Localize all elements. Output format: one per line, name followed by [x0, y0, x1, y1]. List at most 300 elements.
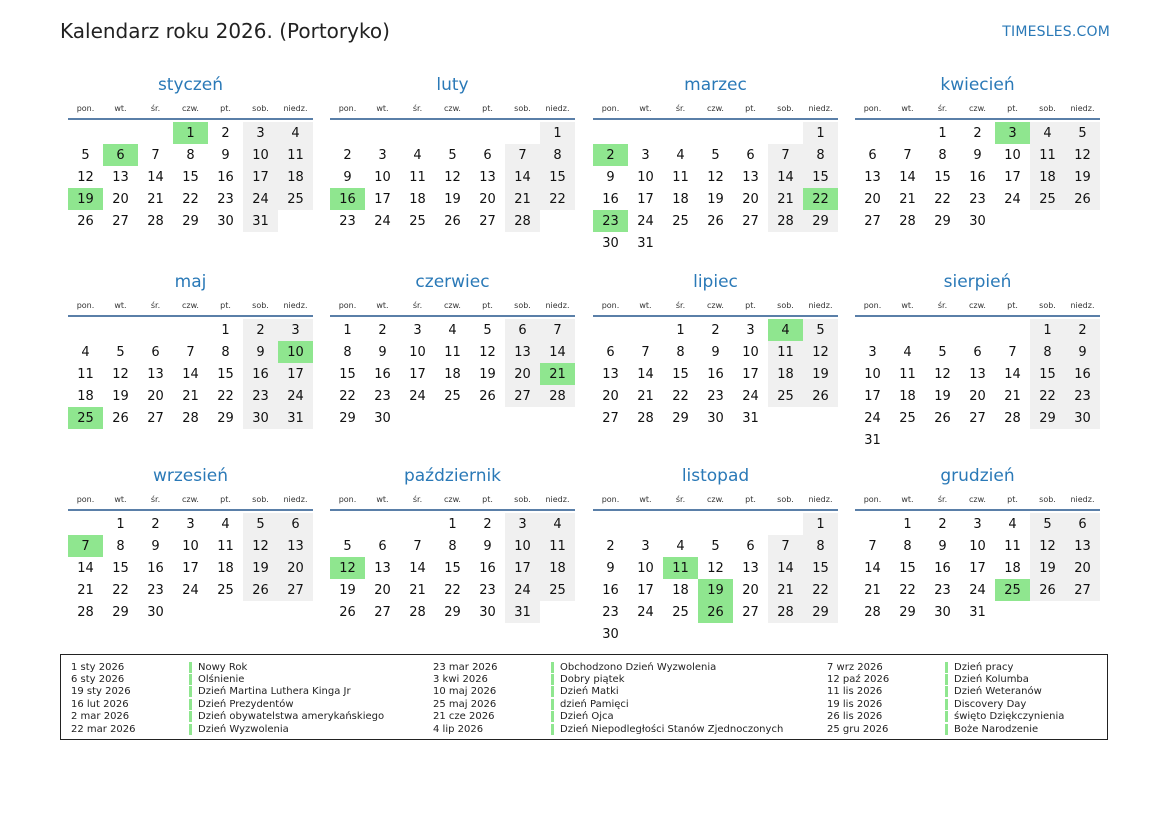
- day-cell[interactable]: 4: [1008, 516, 1017, 532]
- day-cell[interactable]: 16: [969, 169, 986, 185]
- day-cell[interactable]: 25: [672, 213, 689, 229]
- day-cell[interactable]: 19: [803, 363, 838, 385]
- day-cell[interactable]: 19: [707, 191, 724, 207]
- day-cell[interactable]: 17: [278, 363, 313, 385]
- day-cell[interactable]: 12: [444, 169, 461, 185]
- day-cell[interactable]: 20: [742, 582, 759, 598]
- day-cell[interactable]: 3: [413, 322, 422, 338]
- day-cell[interactable]: 2: [378, 322, 387, 338]
- day-cell[interactable]: 30: [969, 213, 986, 229]
- day-cell[interactable]: 6: [606, 344, 615, 360]
- day-cell[interactable]: 31: [637, 235, 654, 251]
- day-cell[interactable]: 2: [243, 319, 278, 341]
- day-cell[interactable]: 28: [147, 213, 164, 229]
- day-cell[interactable]: 29: [217, 410, 234, 426]
- day-cell[interactable]: 17: [409, 366, 426, 382]
- day-cell[interactable]: 13: [147, 366, 164, 382]
- day-cell[interactable]: 28: [864, 604, 881, 620]
- day-cell[interactable]: 23: [707, 388, 724, 404]
- day-cell[interactable]: 1: [903, 516, 912, 532]
- day-cell[interactable]: 14: [768, 557, 803, 579]
- day-cell[interactable]: 9: [243, 341, 278, 363]
- day-cell[interactable]: 20: [742, 191, 759, 207]
- day-cell[interactable]: 24: [864, 410, 881, 426]
- day-cell[interactable]: 9: [1065, 341, 1100, 363]
- day-cell[interactable]: 25: [768, 385, 803, 407]
- day-cell[interactable]: 27: [742, 604, 759, 620]
- day-cell[interactable]: 4: [413, 147, 422, 163]
- day-cell[interactable]: 13: [112, 169, 129, 185]
- day-cell[interactable]: 23: [969, 191, 986, 207]
- holiday-day[interactable]: 4: [768, 319, 803, 341]
- day-cell[interactable]: 7: [413, 538, 422, 554]
- day-cell[interactable]: 11: [768, 341, 803, 363]
- day-cell[interactable]: 16: [217, 169, 234, 185]
- day-cell[interactable]: 1: [116, 516, 125, 532]
- day-cell[interactable]: 23: [243, 385, 278, 407]
- day-cell[interactable]: 28: [637, 410, 654, 426]
- day-cell[interactable]: 6: [973, 344, 982, 360]
- day-cell[interactable]: 16: [602, 582, 619, 598]
- day-cell[interactable]: 27: [112, 213, 129, 229]
- day-cell[interactable]: 1: [448, 516, 457, 532]
- day-cell[interactable]: 24: [637, 604, 654, 620]
- day-cell[interactable]: 11: [899, 366, 916, 382]
- day-cell[interactable]: 13: [278, 535, 313, 557]
- day-cell[interactable]: 29: [934, 213, 951, 229]
- day-cell[interactable]: 3: [278, 319, 313, 341]
- day-cell[interactable]: 21: [1004, 388, 1021, 404]
- day-cell[interactable]: 6: [746, 538, 755, 554]
- day-cell[interactable]: 3: [868, 344, 877, 360]
- day-cell[interactable]: 5: [711, 538, 720, 554]
- day-cell[interactable]: 6: [746, 147, 755, 163]
- day-cell[interactable]: 1: [803, 122, 838, 144]
- day-cell[interactable]: 12: [803, 341, 838, 363]
- day-cell[interactable]: 27: [278, 579, 313, 601]
- day-cell[interactable]: 8: [186, 147, 195, 163]
- day-cell[interactable]: 3: [641, 538, 650, 554]
- day-cell[interactable]: 8: [116, 538, 125, 554]
- day-cell[interactable]: 20: [969, 388, 986, 404]
- day-cell[interactable]: 20: [602, 388, 619, 404]
- day-cell[interactable]: 20: [864, 191, 881, 207]
- day-cell[interactable]: 25: [672, 604, 689, 620]
- day-cell[interactable]: 11: [217, 538, 234, 554]
- day-cell[interactable]: 29: [672, 410, 689, 426]
- day-cell[interactable]: 9: [151, 538, 160, 554]
- day-cell[interactable]: 19: [1030, 557, 1065, 579]
- day-cell[interactable]: 31: [278, 407, 313, 429]
- day-cell[interactable]: 21: [182, 388, 199, 404]
- day-cell[interactable]: 13: [742, 560, 759, 576]
- day-cell[interactable]: 16: [243, 363, 278, 385]
- day-cell[interactable]: 4: [540, 513, 575, 535]
- day-cell[interactable]: 28: [899, 213, 916, 229]
- day-cell[interactable]: 14: [409, 560, 426, 576]
- day-cell[interactable]: 28: [540, 385, 575, 407]
- holiday-day[interactable]: 6: [103, 144, 138, 166]
- day-cell[interactable]: 15: [339, 366, 356, 382]
- day-cell[interactable]: 11: [672, 169, 689, 185]
- day-cell[interactable]: 25: [540, 579, 575, 601]
- day-cell[interactable]: 26: [77, 213, 94, 229]
- day-cell[interactable]: 8: [903, 538, 912, 554]
- day-cell[interactable]: 9: [378, 344, 387, 360]
- day-cell[interactable]: 15: [803, 557, 838, 579]
- day-cell[interactable]: 23: [479, 582, 496, 598]
- holiday-day[interactable]: 21: [540, 363, 575, 385]
- day-cell[interactable]: 5: [448, 147, 457, 163]
- day-cell[interactable]: 28: [1004, 410, 1021, 426]
- day-cell[interactable]: 20: [112, 191, 129, 207]
- day-cell[interactable]: 30: [707, 410, 724, 426]
- day-cell[interactable]: 9: [606, 560, 615, 576]
- day-cell[interactable]: 28: [77, 604, 94, 620]
- day-cell[interactable]: 14: [147, 169, 164, 185]
- day-cell[interactable]: 1: [221, 322, 230, 338]
- day-cell[interactable]: 27: [374, 604, 391, 620]
- day-cell[interactable]: 18: [77, 388, 94, 404]
- day-cell[interactable]: 6: [151, 344, 160, 360]
- day-cell[interactable]: 17: [637, 191, 654, 207]
- day-cell[interactable]: 2: [938, 516, 947, 532]
- day-cell[interactable]: 5: [483, 322, 492, 338]
- day-cell[interactable]: 5: [116, 344, 125, 360]
- day-cell[interactable]: 10: [182, 538, 199, 554]
- day-cell[interactable]: 25: [1030, 188, 1065, 210]
- day-cell[interactable]: 12: [1030, 535, 1065, 557]
- day-cell[interactable]: 4: [676, 147, 685, 163]
- day-cell[interactable]: 10: [969, 538, 986, 554]
- day-cell[interactable]: 24: [742, 388, 759, 404]
- day-cell[interactable]: 4: [221, 516, 230, 532]
- day-cell[interactable]: 22: [540, 188, 575, 210]
- day-cell[interactable]: 25: [899, 410, 916, 426]
- day-cell[interactable]: 15: [1030, 363, 1065, 385]
- day-cell[interactable]: 20: [278, 557, 313, 579]
- day-cell[interactable]: 6: [278, 513, 313, 535]
- day-cell[interactable]: 21: [768, 579, 803, 601]
- holiday-day[interactable]: 1: [173, 122, 208, 144]
- day-cell[interactable]: 21: [864, 582, 881, 598]
- day-cell[interactable]: 14: [77, 560, 94, 576]
- day-cell[interactable]: 16: [374, 366, 391, 382]
- day-cell[interactable]: 2: [221, 125, 230, 141]
- day-cell[interactable]: 18: [409, 191, 426, 207]
- day-cell[interactable]: 11: [278, 144, 313, 166]
- day-cell[interactable]: 28: [182, 410, 199, 426]
- day-cell[interactable]: 5: [938, 344, 947, 360]
- day-cell[interactable]: 14: [864, 560, 881, 576]
- day-cell[interactable]: 11: [1030, 144, 1065, 166]
- day-cell[interactable]: 29: [182, 213, 199, 229]
- day-cell[interactable]: 26: [934, 410, 951, 426]
- day-cell[interactable]: 30: [602, 235, 619, 251]
- holiday-day[interactable]: 23: [593, 210, 628, 232]
- day-cell[interactable]: 17: [374, 191, 391, 207]
- day-cell[interactable]: 7: [903, 147, 912, 163]
- day-cell[interactable]: 13: [374, 560, 391, 576]
- day-cell[interactable]: 1: [938, 125, 947, 141]
- day-cell[interactable]: 18: [1030, 166, 1065, 188]
- day-cell[interactable]: 9: [973, 147, 982, 163]
- day-cell[interactable]: 6: [505, 319, 540, 341]
- day-cell[interactable]: 22: [217, 388, 234, 404]
- day-cell[interactable]: 25: [217, 582, 234, 598]
- day-cell[interactable]: 9: [343, 169, 352, 185]
- day-cell[interactable]: 15: [672, 366, 689, 382]
- day-cell[interactable]: 14: [768, 166, 803, 188]
- day-cell[interactable]: 19: [444, 191, 461, 207]
- day-cell[interactable]: 21: [77, 582, 94, 598]
- day-cell[interactable]: 11: [1004, 538, 1021, 554]
- day-cell[interactable]: 26: [479, 388, 496, 404]
- day-cell[interactable]: 19: [112, 388, 129, 404]
- day-cell[interactable]: 17: [742, 366, 759, 382]
- day-cell[interactable]: 28: [505, 210, 540, 232]
- day-cell[interactable]: 19: [934, 388, 951, 404]
- day-cell[interactable]: 22: [672, 388, 689, 404]
- day-cell[interactable]: 29: [112, 604, 129, 620]
- day-cell[interactable]: 24: [409, 388, 426, 404]
- day-cell[interactable]: 28: [768, 601, 803, 623]
- day-cell[interactable]: 30: [479, 604, 496, 620]
- holiday-day[interactable]: 25: [68, 407, 103, 429]
- holiday-day[interactable]: 2: [593, 144, 628, 166]
- day-cell[interactable]: 7: [641, 344, 650, 360]
- holiday-day[interactable]: 10: [278, 341, 313, 363]
- day-cell[interactable]: 7: [1008, 344, 1017, 360]
- day-cell[interactable]: 14: [182, 366, 199, 382]
- holiday-day[interactable]: 16: [330, 188, 365, 210]
- day-cell[interactable]: 17: [864, 388, 881, 404]
- day-cell[interactable]: 10: [1004, 147, 1021, 163]
- day-cell[interactable]: 9: [711, 344, 720, 360]
- day-cell[interactable]: 31: [742, 410, 759, 426]
- day-cell[interactable]: 8: [221, 344, 230, 360]
- day-cell[interactable]: 25: [444, 388, 461, 404]
- day-cell[interactable]: 7: [505, 144, 540, 166]
- day-cell[interactable]: 6: [378, 538, 387, 554]
- day-cell[interactable]: 20: [505, 363, 540, 385]
- day-cell[interactable]: 10: [409, 344, 426, 360]
- day-cell[interactable]: 20: [479, 191, 496, 207]
- day-cell[interactable]: 12: [112, 366, 129, 382]
- day-cell[interactable]: 29: [803, 601, 838, 623]
- day-cell[interactable]: 7: [868, 538, 877, 554]
- day-cell[interactable]: 22: [899, 582, 916, 598]
- day-cell[interactable]: 2: [151, 516, 160, 532]
- day-cell[interactable]: 18: [768, 363, 803, 385]
- day-cell[interactable]: 19: [243, 557, 278, 579]
- day-cell[interactable]: 13: [602, 366, 619, 382]
- day-cell[interactable]: 5: [803, 319, 838, 341]
- day-cell[interactable]: 2: [1065, 319, 1100, 341]
- day-cell[interactable]: 11: [540, 535, 575, 557]
- day-cell[interactable]: 21: [768, 188, 803, 210]
- day-cell[interactable]: 12: [707, 169, 724, 185]
- day-cell[interactable]: 4: [81, 344, 90, 360]
- day-cell[interactable]: 9: [483, 538, 492, 554]
- day-cell[interactable]: 4: [676, 538, 685, 554]
- day-cell[interactable]: 4: [1030, 122, 1065, 144]
- day-cell[interactable]: 8: [448, 538, 457, 554]
- day-cell[interactable]: 30: [374, 410, 391, 426]
- day-cell[interactable]: 27: [969, 410, 986, 426]
- day-cell[interactable]: 30: [217, 213, 234, 229]
- day-cell[interactable]: 3: [243, 122, 278, 144]
- holiday-day[interactable]: 3: [995, 122, 1030, 144]
- day-cell[interactable]: 15: [444, 560, 461, 576]
- day-cell[interactable]: 14: [637, 366, 654, 382]
- holiday-day[interactable]: 12: [330, 557, 365, 579]
- day-cell[interactable]: 10: [864, 366, 881, 382]
- day-cell[interactable]: 3: [378, 147, 387, 163]
- day-cell[interactable]: 4: [448, 322, 457, 338]
- day-cell[interactable]: 2: [973, 125, 982, 141]
- day-cell[interactable]: 18: [444, 366, 461, 382]
- day-cell[interactable]: 31: [864, 432, 881, 448]
- brand-link[interactable]: TIMESLES.COM: [1002, 24, 1110, 40]
- holiday-day[interactable]: 22: [803, 188, 838, 210]
- day-cell[interactable]: 4: [278, 122, 313, 144]
- day-cell[interactable]: 10: [637, 560, 654, 576]
- day-cell[interactable]: 22: [934, 191, 951, 207]
- day-cell[interactable]: 17: [1004, 169, 1021, 185]
- day-cell[interactable]: 31: [969, 604, 986, 620]
- day-cell[interactable]: 16: [602, 191, 619, 207]
- day-cell[interactable]: 22: [112, 582, 129, 598]
- day-cell[interactable]: 6: [483, 147, 492, 163]
- day-cell[interactable]: 31: [243, 210, 278, 232]
- day-cell[interactable]: 26: [1065, 188, 1100, 210]
- day-cell[interactable]: 30: [602, 626, 619, 642]
- day-cell[interactable]: 29: [1030, 407, 1065, 429]
- day-cell[interactable]: 15: [182, 169, 199, 185]
- day-cell[interactable]: 7: [768, 144, 803, 166]
- day-cell[interactable]: 26: [339, 604, 356, 620]
- day-cell[interactable]: 2: [343, 147, 352, 163]
- holiday-day[interactable]: 7: [68, 535, 103, 557]
- day-cell[interactable]: 16: [934, 560, 951, 576]
- day-cell[interactable]: 13: [1065, 535, 1100, 557]
- day-cell[interactable]: 21: [147, 191, 164, 207]
- day-cell[interactable]: 16: [147, 560, 164, 576]
- day-cell[interactable]: 23: [602, 604, 619, 620]
- day-cell[interactable]: 22: [444, 582, 461, 598]
- day-cell[interactable]: 21: [899, 191, 916, 207]
- day-cell[interactable]: 29: [444, 604, 461, 620]
- day-cell[interactable]: 21: [505, 188, 540, 210]
- day-cell[interactable]: 18: [672, 191, 689, 207]
- day-cell[interactable]: 4: [903, 344, 912, 360]
- day-cell[interactable]: 2: [483, 516, 492, 532]
- day-cell[interactable]: 30: [1065, 407, 1100, 429]
- day-cell[interactable]: 28: [768, 210, 803, 232]
- day-cell[interactable]: 24: [1004, 191, 1021, 207]
- day-cell[interactable]: 1: [343, 322, 352, 338]
- day-cell[interactable]: 13: [479, 169, 496, 185]
- day-cell[interactable]: 18: [278, 166, 313, 188]
- day-cell[interactable]: 5: [343, 538, 352, 554]
- day-cell[interactable]: 20: [147, 388, 164, 404]
- day-cell[interactable]: 8: [676, 344, 685, 360]
- day-cell[interactable]: 15: [540, 166, 575, 188]
- day-cell[interactable]: 17: [243, 166, 278, 188]
- day-cell[interactable]: 21: [409, 582, 426, 598]
- day-cell[interactable]: 19: [479, 366, 496, 382]
- day-cell[interactable]: 23: [339, 213, 356, 229]
- day-cell[interactable]: 8: [343, 344, 352, 360]
- day-cell[interactable]: 18: [540, 557, 575, 579]
- day-cell[interactable]: 22: [1030, 385, 1065, 407]
- day-cell[interactable]: 7: [151, 147, 160, 163]
- day-cell[interactable]: 11: [409, 169, 426, 185]
- day-cell[interactable]: 25: [278, 188, 313, 210]
- day-cell[interactable]: 22: [339, 388, 356, 404]
- day-cell[interactable]: 12: [243, 535, 278, 557]
- day-cell[interactable]: 23: [934, 582, 951, 598]
- day-cell[interactable]: 30: [934, 604, 951, 620]
- day-cell[interactable]: 18: [217, 560, 234, 576]
- day-cell[interactable]: 16: [707, 366, 724, 382]
- day-cell[interactable]: 17: [182, 560, 199, 576]
- day-cell[interactable]: 18: [1004, 560, 1021, 576]
- day-cell[interactable]: 27: [505, 385, 540, 407]
- day-cell[interactable]: 19: [339, 582, 356, 598]
- day-cell[interactable]: 8: [938, 147, 947, 163]
- day-cell[interactable]: 5: [81, 147, 90, 163]
- day-cell[interactable]: 9: [938, 538, 947, 554]
- day-cell[interactable]: 27: [147, 410, 164, 426]
- day-cell[interactable]: 17: [637, 582, 654, 598]
- day-cell[interactable]: 24: [278, 385, 313, 407]
- day-cell[interactable]: 14: [540, 341, 575, 363]
- day-cell[interactable]: 10: [243, 144, 278, 166]
- day-cell[interactable]: 23: [217, 191, 234, 207]
- day-cell[interactable]: 13: [969, 366, 986, 382]
- day-cell[interactable]: 10: [374, 169, 391, 185]
- day-cell[interactable]: 31: [505, 601, 540, 623]
- day-cell[interactable]: 5: [1030, 513, 1065, 535]
- day-cell[interactable]: 24: [505, 579, 540, 601]
- day-cell[interactable]: 12: [934, 366, 951, 382]
- day-cell[interactable]: 27: [864, 213, 881, 229]
- day-cell[interactable]: 15: [217, 366, 234, 382]
- day-cell[interactable]: 28: [409, 604, 426, 620]
- day-cell[interactable]: 11: [444, 344, 461, 360]
- day-cell[interactable]: 27: [742, 213, 759, 229]
- day-cell[interactable]: 5: [711, 147, 720, 163]
- day-cell[interactable]: 12: [479, 344, 496, 360]
- day-cell[interactable]: 13: [864, 169, 881, 185]
- day-cell[interactable]: 11: [77, 366, 94, 382]
- day-cell[interactable]: 9: [221, 147, 230, 163]
- day-cell[interactable]: 29: [339, 410, 356, 426]
- day-cell[interactable]: 23: [374, 388, 391, 404]
- day-cell[interactable]: 10: [742, 344, 759, 360]
- day-cell[interactable]: 10: [637, 169, 654, 185]
- holiday-day[interactable]: 11: [663, 557, 698, 579]
- day-cell[interactable]: 14: [899, 169, 916, 185]
- day-cell[interactable]: 15: [803, 166, 838, 188]
- day-cell[interactable]: 15: [112, 560, 129, 576]
- day-cell[interactable]: 21: [637, 388, 654, 404]
- day-cell[interactable]: 20: [1065, 557, 1100, 579]
- day-cell[interactable]: 17: [505, 557, 540, 579]
- day-cell[interactable]: 24: [969, 582, 986, 598]
